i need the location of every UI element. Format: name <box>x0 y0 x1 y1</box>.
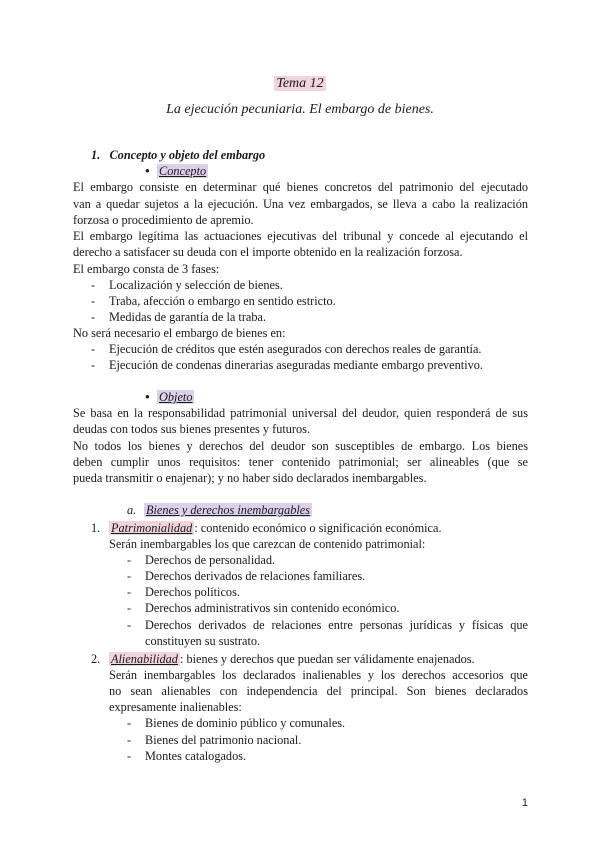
paragraph-line: expresamente inalienables: <box>109 700 242 714</box>
subsection-a-letter: a. <box>127 503 137 517</box>
dash-icon: - <box>127 569 132 583</box>
paragraph-line: pueda transmitir o enajenar); y no haber sido declarados inembargables. <box>73 471 427 485</box>
list-item: Localización y selección de bienes. <box>109 278 283 292</box>
list-item: Derechos derivados de relaciones familiares. <box>145 569 366 583</box>
dash-icon: - <box>127 553 132 567</box>
title <box>0 76 600 92</box>
section-heading: 1. Concepto y objeto del embargo <box>91 148 266 162</box>
bullet-icon: ● <box>145 392 150 401</box>
fases-intro: El embargo consta de 3 fases: <box>73 262 220 276</box>
paragraph-line: Se basa en la responsabilidad patrimonial universal del deudor, quien responderá de sus <box>73 406 528 420</box>
paragraph-line: deben cumplir unos requisitos: tener contenido patrimonial; ser alineables (que se <box>73 455 528 469</box>
list-item: Derechos de personalidad. <box>145 553 276 567</box>
dash-icon: - <box>91 358 96 372</box>
paragraph-line: El embargo legítima las actuaciones ejecutivas del tribunal y concede al ejecutando el <box>73 229 528 243</box>
item-heading: Patrimonialidad : contenido económico o significación económica. <box>111 521 442 535</box>
list-item: Traba, afección o embargo en sentido estricto. <box>109 294 336 308</box>
dash-icon: - <box>91 310 96 324</box>
dash-icon: - <box>127 733 132 747</box>
dash-icon: - <box>127 601 132 615</box>
list-item: Derechos derivados de relaciones entre personas jurídicas y físicas que <box>145 618 528 632</box>
dash-icon: - <box>127 585 132 599</box>
paragraph-line: Serán inembargables los declarados inalienables y los derechos accesorios que <box>109 668 528 682</box>
paragraph-line: No todos los bienes y derechos del deudor son susceptibles de embargo. Los bienes <box>73 439 528 453</box>
bullet-icon: ● <box>145 166 150 175</box>
item-heading: Alienabilidad : bienes y derechos que puedan ser válidamente enajenados. <box>111 652 475 666</box>
title-highlight: Tema 12 <box>276 76 324 91</box>
subsection-a-label: Bienes y derechos inembargables <box>146 503 311 517</box>
subtitle: La ejecución pecuniaria. El embargo de bienes. <box>166 102 434 117</box>
list-item: Medidas de garantía de la traba. <box>109 310 267 324</box>
dash-icon: - <box>127 749 132 763</box>
list-item: Derechos administrativos sin contenido económico. <box>145 601 400 615</box>
paragraph-line: deudas con todos sus bienes presentes y futuros. <box>73 422 311 436</box>
list-item: Ejecución de condenas dinerarias aseguradas mediante embargo preventivo. <box>109 358 483 372</box>
dash-icon: - <box>127 618 132 632</box>
list-item: Bienes del patrimonio nacional. <box>145 733 302 747</box>
concepto-label: Concepto <box>159 164 207 178</box>
item-number: 1. <box>91 521 101 535</box>
dash-icon: - <box>91 342 96 356</box>
page-number: 1 <box>521 797 528 809</box>
list-item-continuation: constituyen su sustrato. <box>145 634 261 648</box>
dash-icon: - <box>91 294 96 308</box>
list-item: Bienes de dominio público y comunales. <box>145 716 346 730</box>
item-intro: Serán inembargables los que carezcan de contenido patrimonial: <box>109 537 426 551</box>
dash-icon: - <box>91 278 96 292</box>
list-item: Derechos políticos. <box>145 585 240 599</box>
dash-icon: - <box>127 716 132 730</box>
paragraph-line: derecho a satisfacer su deuda con el importe obtenido en la realización forzosa. <box>73 245 463 259</box>
paragraph-line: van a quedar sujetos a la ejecución. Una vez embargados, se lleva a cabo la realización <box>73 197 528 211</box>
no-necesario-intro: No será necesario el embargo de bienes en: <box>73 326 286 340</box>
paragraph-line: no sean alienables con independencia del principal. Son bienes declarados <box>109 684 528 698</box>
paragraph-line: forzosa o procedimiento de apremio. <box>73 213 254 227</box>
item-number: 2. <box>91 652 101 666</box>
paragraph-line: El embargo consiste en determinar qué bienes concretos del patrimonio del ejecutado <box>73 180 528 194</box>
list-item: Ejecución de créditos que estén asegurados con derechos reales de garantía. <box>109 342 482 356</box>
list-item: Montes catalogados. <box>145 749 247 763</box>
objeto-label: Objeto <box>159 390 193 404</box>
